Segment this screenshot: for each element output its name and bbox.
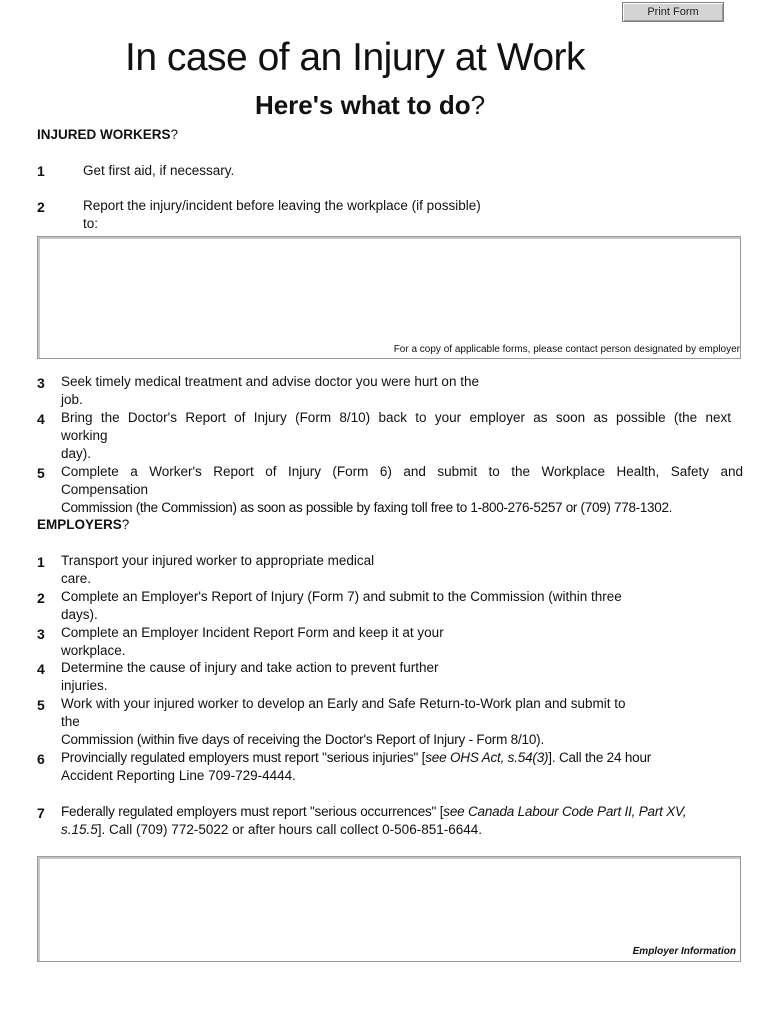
employer-step-number: 1 — [37, 554, 45, 570]
employer-step-6-text: Provincially regulated employers must report "serious injuries" [see OHS Act, s.54(3)]. Call the 24 hour Accident Reporting Line 709-729-4444. — [61, 750, 652, 783]
worker-step-number: 4 — [37, 411, 45, 427]
employer-step-number: 3 — [37, 626, 45, 642]
worker-step-number: 3 — [37, 375, 45, 391]
worker-step-3-text: Seek timely medical treatment and advise doctor you were hurt on the job. — [61, 374, 479, 407]
employer-step-5-text: Work with your injured worker to develop an Early and Safe Return-to-Work plan and submit to the Commission (within five days of receiving the Doctor's Report of Injury - Form 8/10). — [61, 696, 626, 747]
report-to-field[interactable] — [37, 236, 741, 359]
worker-step-5-text: Complete a Worker's Report of Injury (Form 6) and submit to the Workplace Health, Safety and Compensation Commission (the Commission) as soon as possible by faxing toll free to 1-800-276-5257 or (709) 778-1302. — [61, 464, 743, 515]
forms-contact-note: For a copy of applicable forms, please contact person designated by employer — [393, 344, 740, 355]
employer-step-4-text: Determine the cause of injury and take action to prevent further injuries. — [61, 660, 439, 693]
print-form-button[interactable]: Print Form — [622, 2, 724, 22]
employer-step-1-text: Transport your injured worker to appropriate medical care. — [61, 553, 375, 586]
employer-information-field[interactable] — [37, 856, 741, 962]
employer-step-number: 4 — [37, 661, 45, 677]
page-title: In case of an Injury at Work — [125, 36, 585, 79]
worker-step-1-text: Get first aid, if necessary. — [83, 163, 235, 178]
employer-step-number: 2 — [37, 590, 45, 606]
employer-step-7-text: Federally regulated employers must report "serious occurrences" [see Canada Labour Code Part II, Part XV, s.15.5]. Call (709) 772-5022 or after hours call collect 0-506-851-6644. — [61, 804, 687, 837]
injured-workers-heading: INJURED WORKERS? — [37, 127, 179, 142]
worker-step-4-text: Bring the Doctor's Report of Injury (Form 8/10) back to your employer as soon as possible (the next working day). — [61, 410, 731, 461]
employers-heading: EMPLOYERS? — [37, 517, 130, 532]
worker-step-number: 2 — [37, 199, 45, 215]
employer-step-number: 7 — [37, 805, 45, 821]
worker-step-number: 1 — [37, 163, 45, 179]
worker-step-number: 5 — [37, 465, 45, 481]
employer-step-3-text: Complete an Employer Incident Report Form and keep it at your workplace. — [61, 625, 444, 658]
employer-step-number: 5 — [37, 697, 45, 713]
worker-step-2-text: Report the injury/incident before leaving the workplace (if possible) to: — [83, 198, 481, 231]
employer-step-2-text: Complete an Employer's Report of Injury (Form 7) and submit to the Commission (within three days). — [61, 589, 622, 622]
employer-information-label: Employer Information — [632, 946, 736, 957]
page-subtitle: Here's what to do? — [254, 90, 486, 120]
employer-step-number: 6 — [37, 751, 45, 767]
